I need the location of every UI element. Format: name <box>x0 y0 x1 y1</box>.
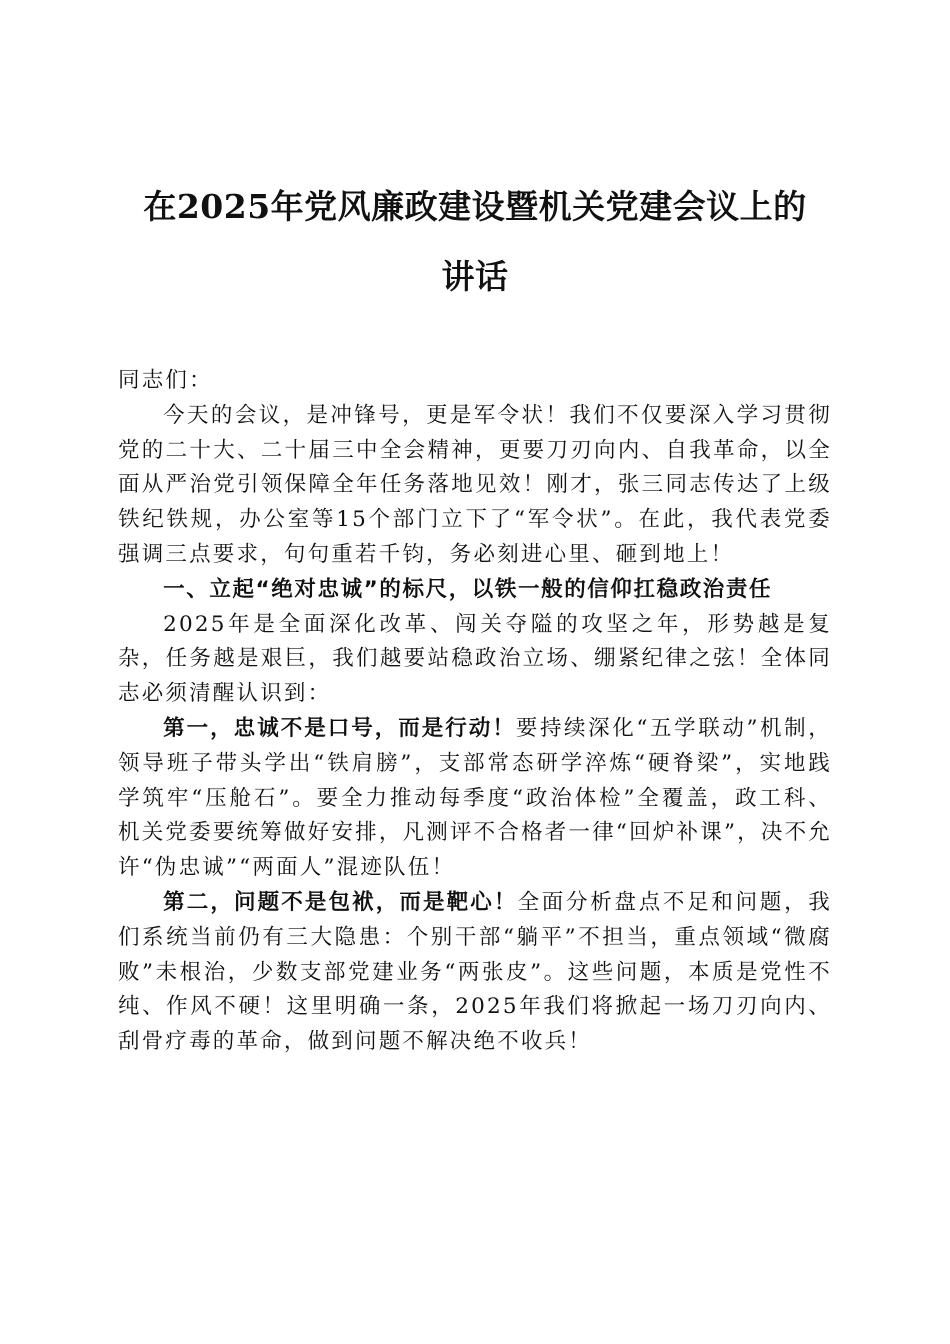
point-2-paragraph <box>118 886 832 1060</box>
intro-paragraph: 今天的会议，是冲锋号，更是军令状！我们不仅要深入学习贯彻党的二十大、二十届三中全会精神，更要刀刃向内、自我革命，以全面从严治党引领保障全年任务落地见效！刚才，张三同志传达了上级铁纪铁规，办公室等15个部门立下了“军令状”。在此，我代表党委强调三点要求，句句重若千钧，务必刻进心里、砸到地上！ <box>118 402 832 567</box>
title-line-2: 讲话 <box>441 257 509 296</box>
document-body <box>118 364 832 1060</box>
section-1-intro-paragraph: 2025年是全面深化改革、闯关夺隘的攻坚之年，形势越是复杂，任务越是艰巨，我们越要站稳政治立场、绷紧纪律之弦！全体同志必须清醒认识到： <box>118 611 832 707</box>
point-1-lead: 第一，忠诚不是口号，而是行动！ <box>163 715 516 741</box>
section-1-heading: 一、立起“绝对忠诚”的标尺，以铁一般的信仰扛稳政治责任 <box>163 576 773 602</box>
title-line-1: 在2025年党风廉政建设暨机关党建会议上的 <box>143 187 807 226</box>
document-title <box>110 172 840 312</box>
salutation: 同志们： <box>118 368 213 393</box>
point-1-paragraph <box>118 712 832 886</box>
point-2-text: 全面分析盘点不足和问题，我们系统当前仍有三大隐患：个别干部“躺平”不担当，重点领域“微腐败”未根治，少数支部党建业务“两张皮”。这些问题，本质是党性不纯、作风不硬！这里明确一条，2025年我们将掀起一场刀刃向内、刮骨疗毒的革命，做到问题不解决绝不收兵！ <box>118 889 832 1055</box>
point-1-text: 要持续深化“五学联动”机制，领导班子带头学出“铁肩膀”，支部常态研学淬炼“硬脊梁”，实地践学筑牢“压舱石”。要全力推动每季度“政治体检”全覆盖，政工科、机关党委要统筹做好安排，凡测评不合格者一律“回炉补课”，决不允许“伪忠诚”“两面人”混迹队伍！ <box>118 715 832 881</box>
point-2-lead: 第二，问题不是包袱，而是靶心！ <box>163 889 518 915</box>
